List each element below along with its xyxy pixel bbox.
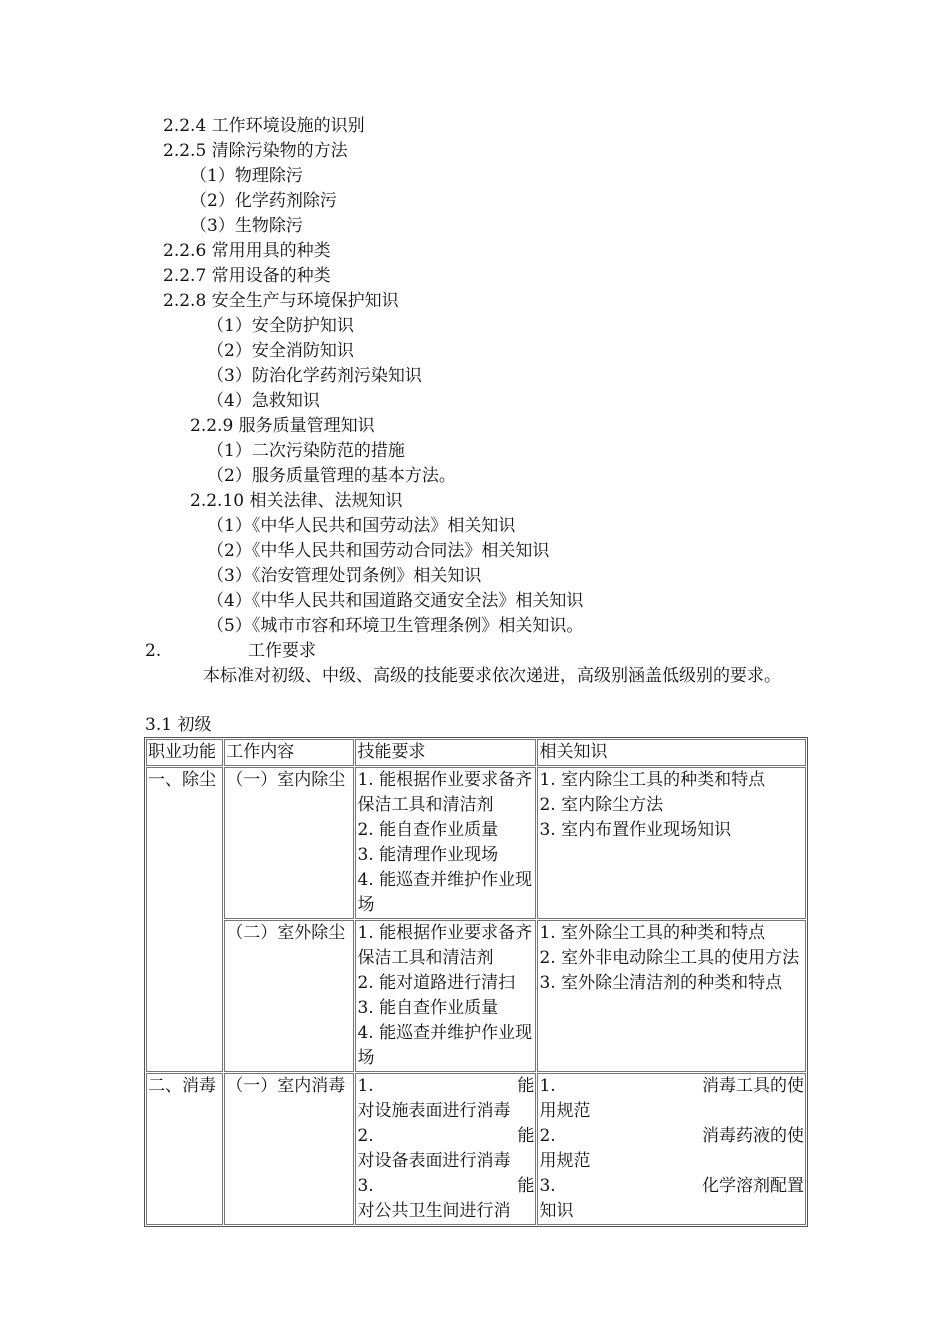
outline-item: （4）急救知识 bbox=[207, 391, 320, 411]
outline-item: （2）化学药剂除污 bbox=[190, 191, 337, 211]
skill-cell: 1. 能 对设施表面进行消毒 2. 能 对设备表面进行消毒 3. 能 对公共卫生间进行消 bbox=[355, 1073, 536, 1225]
skill-item: 3. 能自查作业质量 bbox=[357, 998, 499, 1018]
requirements-table bbox=[144, 737, 808, 1227]
skill-item: 4. 能巡查并维护作业现场 bbox=[357, 1023, 533, 1068]
outline-item: （1）《中华人民共和国劳动法》相关知识 bbox=[207, 516, 516, 536]
knowledge-item: 3. 室外除尘清洁剂的种类和特点 bbox=[539, 973, 783, 993]
table-row bbox=[146, 767, 806, 919]
function-cell: 二、消毒 bbox=[146, 1073, 223, 1225]
knowledge-item: 1. 室内除尘工具的种类和特点 bbox=[539, 770, 766, 790]
work-content-cell: （二）室外除尘 bbox=[224, 920, 354, 1072]
outline-item: （1）安全防护知识 bbox=[207, 316, 354, 336]
skill-item: 1. 能根据作业要求备齐保洁工具和清洁剂 bbox=[357, 770, 533, 815]
outline-heading: 2.2.10 相关法律、法规知识 bbox=[190, 491, 403, 511]
skill-item: 2. 能自查作业质量 bbox=[357, 820, 499, 840]
outline-item: （2）安全消防知识 bbox=[207, 341, 354, 361]
header-cell: 技能要求 bbox=[355, 739, 536, 766]
outline-heading: 2.2.8 安全生产与环境保护知识 bbox=[163, 291, 399, 311]
skill-item: 1. 能 bbox=[357, 1076, 535, 1096]
knowledge-cell bbox=[537, 920, 806, 1072]
knowledge-item: 1. 消毒工具的使 bbox=[539, 1076, 804, 1096]
table-row bbox=[146, 1073, 806, 1225]
skill-item: 3. 能清理作业现场 bbox=[357, 845, 499, 865]
outline-heading: 2.2.9 服务质量管理知识 bbox=[190, 416, 375, 436]
function-cell: 一、除尘 bbox=[146, 767, 223, 1072]
outline-item: （3）防治化学药剂污染知识 bbox=[207, 366, 422, 386]
skill-item: 2. 能对道路进行清扫 bbox=[357, 973, 516, 993]
knowledge-cell bbox=[537, 767, 806, 919]
outline-heading: 2.2.6 常用用具的种类 bbox=[163, 241, 331, 261]
section-number: 2. bbox=[145, 641, 162, 661]
outline-heading: 2.2.5 清除污染物的方法 bbox=[163, 141, 348, 161]
knowledge-item: 2. 室外非电动除尘工具的使用方法 bbox=[539, 948, 800, 968]
section-title: 工作要求 bbox=[248, 641, 316, 661]
skill-cell bbox=[355, 767, 536, 919]
subsection-title: 3.1 初级 bbox=[145, 715, 212, 735]
header-cell: 工作内容 bbox=[224, 739, 354, 766]
work-content-cell: （一）室内除尘 bbox=[224, 767, 354, 919]
outline-heading: 2.2.4 工作环境设施的识别 bbox=[163, 116, 365, 136]
skill-item: 4. 能巡查并维护作业现场 bbox=[357, 870, 533, 915]
outline-item: （2）《中华人民共和国劳动合同法》相关知识 bbox=[207, 541, 550, 561]
outline-item: （1）物理除污 bbox=[190, 166, 303, 186]
outline-heading: 2.2.7 常用设备的种类 bbox=[163, 266, 331, 286]
table-row bbox=[146, 920, 806, 1072]
header-cell: 相关知识 bbox=[537, 739, 806, 766]
header-cell: 职业功能 bbox=[146, 739, 223, 766]
skill-item: 2. 能 bbox=[357, 1126, 535, 1146]
skill-cell bbox=[355, 920, 536, 1072]
knowledge-item: 3. 室内布置作业现场知识 bbox=[539, 820, 732, 840]
intro-paragraph: 本标准对初级、中级、高级的技能要求依次递进，高级别涵盖低级别的要求。 bbox=[203, 666, 781, 686]
knowledge-item: 3. 化学溶剂配置 bbox=[539, 1176, 804, 1196]
outline-item: （2）服务质量管理的基本方法。 bbox=[207, 466, 456, 486]
knowledge-item: 2. 消毒药液的使 bbox=[539, 1126, 804, 1146]
outline-item: （4）《中华人民共和国道路交通安全法》相关知识 bbox=[207, 591, 584, 611]
table-header-row bbox=[146, 739, 806, 766]
work-content-cell: （一）室内消毒 bbox=[224, 1073, 354, 1225]
knowledge-cell: 1. 消毒工具的使 用规范 2. 消毒药液的使 用规范 3. 化学溶剂配置 知识 bbox=[537, 1073, 806, 1225]
knowledge-item: 1. 室外除尘工具的种类和特点 bbox=[539, 923, 766, 943]
skill-item: 3. 能 bbox=[357, 1176, 535, 1196]
outline-item: （3）生物除污 bbox=[190, 216, 303, 236]
knowledge-item: 2. 室内除尘方法 bbox=[539, 795, 664, 815]
skill-item: 1. 能根据作业要求备齐保洁工具和清洁剂 bbox=[357, 923, 533, 968]
outline-item: （1）二次污染防范的措施 bbox=[207, 441, 405, 461]
outline-item: （3）《治安管理处罚条例》相关知识 bbox=[207, 566, 482, 586]
outline-item: （5）《城市市容和环境卫生管理条例》相关知识。 bbox=[207, 616, 584, 636]
